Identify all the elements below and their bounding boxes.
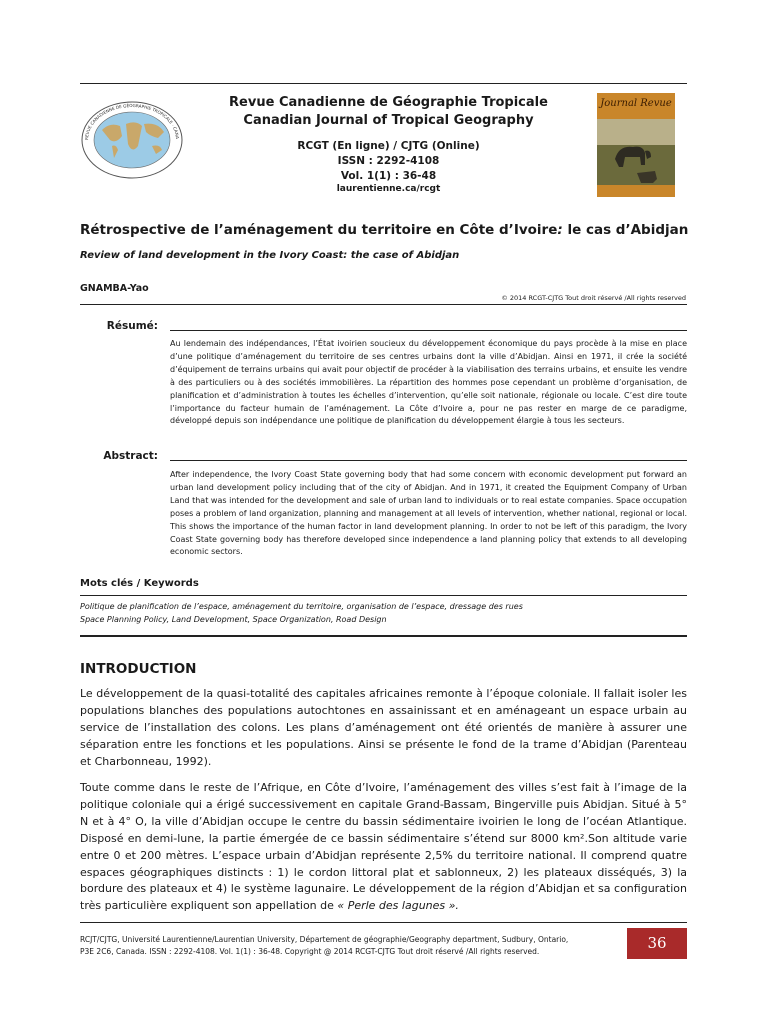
article-title-fr-main: Rétrospective de l’aménagement du territoire en Côte d’Ivoire xyxy=(80,222,558,238)
intro-paragraph-2-quote: « Perle des lagunes ». xyxy=(337,899,459,913)
resume-rule xyxy=(170,330,687,331)
footer-rule xyxy=(80,922,687,923)
resume-label: Résumé: xyxy=(106,320,158,332)
page-footer xyxy=(80,934,620,958)
article-title-fr-suffix: le cas d’Abidjan xyxy=(567,222,689,238)
journal-meta xyxy=(186,139,591,184)
journal-issn: ISSN : 2292-4108 xyxy=(337,155,440,167)
article-title-fr xyxy=(80,222,688,238)
journal-cover-image xyxy=(597,93,675,197)
intro-paragraph-1: Le développement de la quasi-totalité des capitales africaines remonte à l’époque coloniale. Il fallait isoler les populations blanches des populations autochtones en assainissant et en aménageant un espace urbain au service de l’installation des colons. Les plans d’aménagement ont été orientés de manière à assurer une séparation entre les fonctions et les populations. Ainsi se présente le fond de la trame d’Abidjan (Parenteau et Charbonneau, 1992). xyxy=(80,687,687,768)
journal-title-fr: Revue Canadienne de Géographie Tropicale xyxy=(229,95,548,110)
keywords-en: Space Planning Policy, Land Development, Space Organization, Road Design xyxy=(80,615,387,624)
keywords-label: Mots clés / Keywords xyxy=(80,578,199,589)
abstract-text: After independence, the Ivory Coast State governing body that had some concern with economic development put forward an urban land development policy including that of the city of Abidjan. And in 1971, it created the Equipment Company of Urban Land that was intended for the development and sale of urban land to individuals or to real estate companies. Space occupation poses a problem of land organization, planning and management at all levels of intervention, whether national, regional or local. This shows the importance of the human factor in land development planning. In order to not be left of this paradigm, the Ivory Coast State governing body has therefore developed since independence a land planning policy that extends to all developing economic sectors. xyxy=(170,470,687,557)
footer-line-1: RCJT/CJTG, Université Laurentienne/Laurentian University, Département de géographie/Geography department, Sudbury, Ontario, xyxy=(80,935,569,944)
introduction-heading: INTRODUCTION xyxy=(80,661,197,677)
logo-ring-text: REVUE CANADIENNE DE GÉOGRAPHIE TROPICALE · CANA xyxy=(83,102,180,141)
journal-title-en: Canadian Journal of Tropical Geography xyxy=(243,113,534,128)
journal-logo xyxy=(80,100,184,180)
journal-url[interactable]: laurentienne.ca/rcgt xyxy=(336,184,441,194)
keywords-end-rule xyxy=(80,635,687,637)
abstract-rule xyxy=(170,460,687,461)
journal-meta-online: RCGT (En ligne) / CJTG (Online) xyxy=(297,140,480,152)
copyright-notice: © 2014 RCGT-CJTG Tout droit réservé /All rights reserved xyxy=(501,294,686,302)
intro-paragraph-2-body: Toute comme dans le reste de l’Afrique, en Côte d’Ivoire, l’aménagement des villes s’est fait à l’image de la politique coloniale qui a érigé successivement en capitale Grand-Bassam, Bingerville puis Abidjan. Situé à 5° N et à 4° O, la ville d’Abidjan occupe le centre du bassin sédimentaire ivoirien le long de l’océan Atlantique. Disposé en demi-lune, la partie émergée de ce bassin sédimentaire s’étend sur 8000 km².Son altitude varie entre 0 et 200 mètres. L’espace urbain d’Abidjan représente 2,5% du territoire national. Il comprend quatre espaces géographiques distincts : 1) le cordon littoral plat et sablonneux, 2) les plateaux disséqués, 3) la bordure des plateaux et 4) le système lagunaire. Le développement de la région d’Abidjan et sa configuration très particulière expliquent son appellation de xyxy=(80,781,687,913)
footer-line-2: P3E 2C6, Canada. ISSN : 2292-4108. Vol. 1(1) : 36-48. Copyright @ 2014 RCGT-CJTG Tout droit réservé /All rights reserved. xyxy=(80,947,540,956)
top-rule xyxy=(80,83,687,84)
article-title-colon: : xyxy=(557,222,568,238)
journal-volume: Vol. 1(1) : 36-48 xyxy=(340,170,437,182)
author-rule xyxy=(80,304,687,305)
abstract-label: Abstract: xyxy=(103,450,158,462)
page-number: 36 xyxy=(627,928,687,959)
resume-text: Au lendemain des indépendances, l’État ivoirien soucieux du développement économique du pays procède à la mise en place d’une politique d’aménagement du territoire de ses centres urbains dont la ville d’Abidjan. Ainsi en 1971, il crée la société d’équipement de terrains urbains qui avait pour objectif de procéder à la viabilisation des terrains urbains, et ensuite les vendre à des particuliers ou à des sociétés immobilières. La répartition des hommes pose cependant un problème d’organisation, de planification et d’administration à toutes les échelles d’intervention, qu’elle soit nationale, régionale ou locale. C’est dire toute l’importance du facteur humain de l’aménagement. La Côte d’Ivoire a, pour ne pas rester en marge de ce paradigme, développé depuis son indépendance une politique de planification du développement élargie à tous les secteurs. xyxy=(170,339,687,426)
article-title-en: Review of land development in the Ivory Coast: the case of Abidjan xyxy=(80,250,460,261)
keywords-fr: Politique de planification de l’espace, aménagement du territoire, organisation de l’espace, dressage des rues xyxy=(80,602,523,611)
keywords-rule xyxy=(80,595,687,596)
author-name: GNAMBA-Yao xyxy=(80,283,149,294)
cover-title: Journal Revue xyxy=(600,98,672,109)
intro-paragraph-2 xyxy=(80,780,687,915)
